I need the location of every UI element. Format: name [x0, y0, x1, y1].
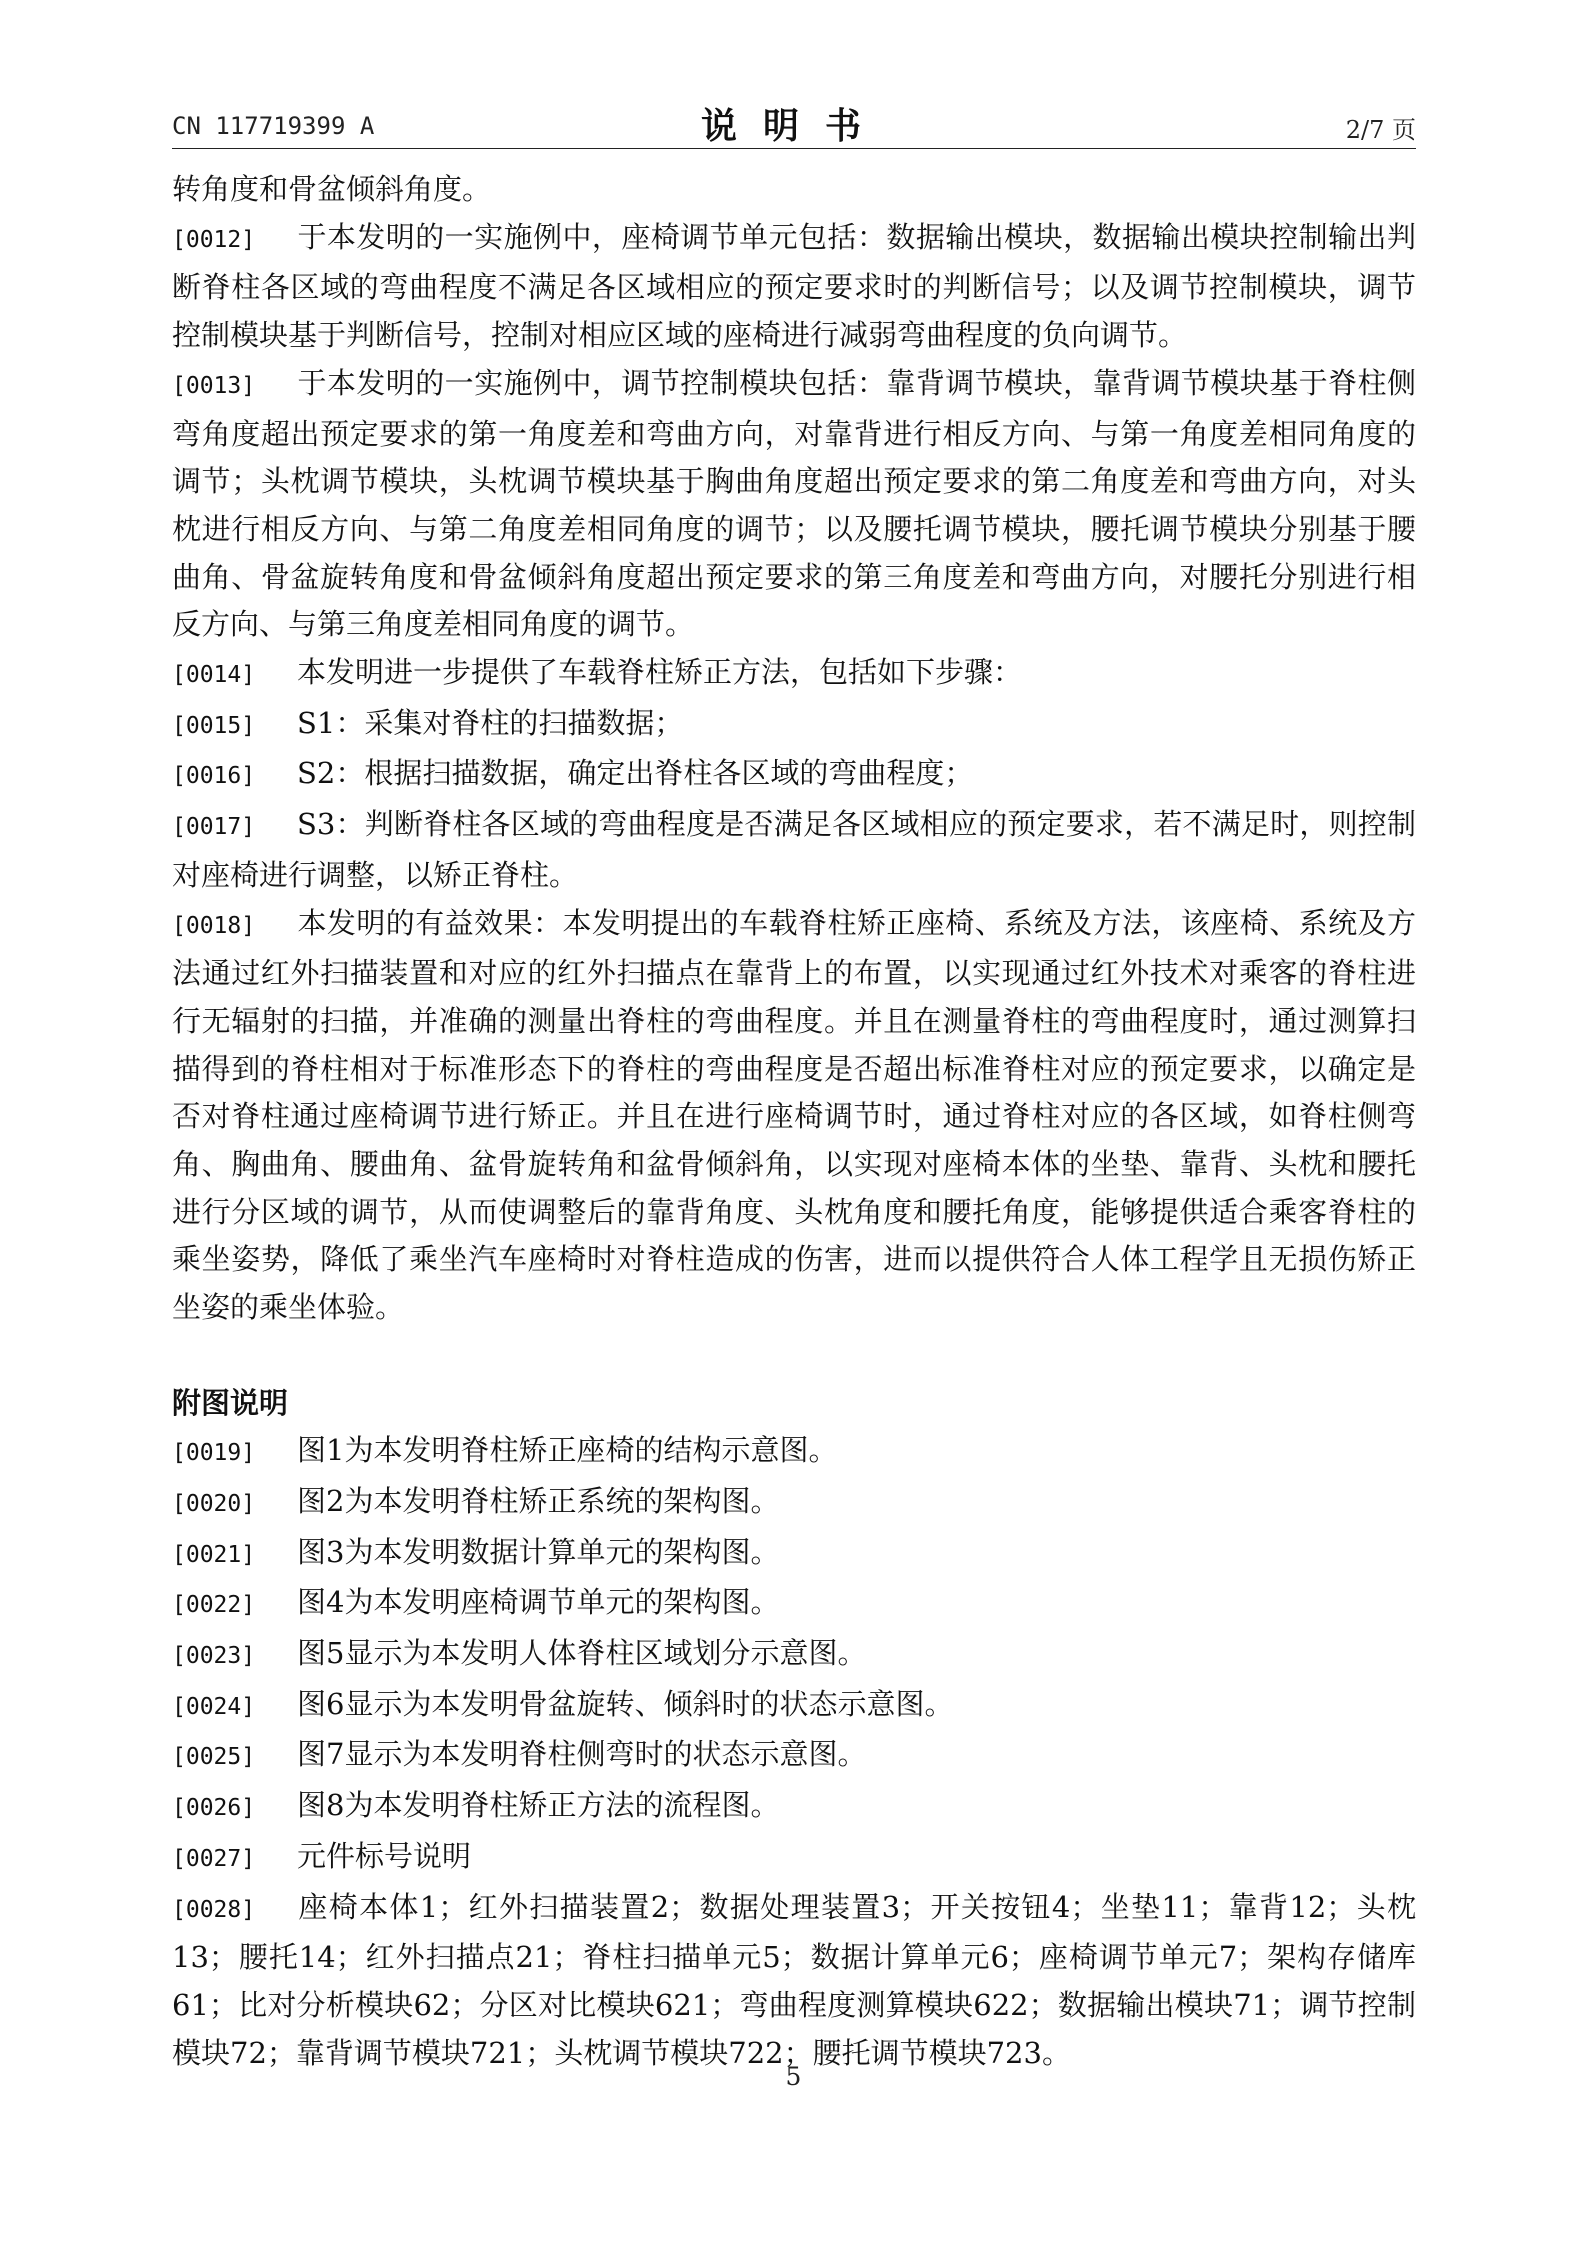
- paragraph-text: 图8为本发明脊柱矫正方法的流程图。: [297, 1788, 780, 1823]
- paragraph-0014: [172, 649, 1416, 700]
- page-header: [172, 98, 1416, 146]
- paragraph-number: [0024]: [172, 1693, 256, 1720]
- paragraph-0015: [172, 700, 1416, 751]
- paragraph-number: [0016]: [172, 763, 256, 790]
- paragraph-0012: [172, 214, 1416, 360]
- paragraph-text: 图6显示为本发明骨盆旋转、倾斜时的状态示意图。: [297, 1686, 954, 1721]
- paragraph-0023: [172, 1630, 1416, 1681]
- paragraph-text: 于本发明的一实施例中，座椅调节单元包括：数据输出模块，数据输出模块控制输出判断脊柱各区域的弯曲程度不满足各区域相应的预定要求时的判断信号；以及调节控制模块，调节控制模块基于判断信号，控制对相应区域的座椅进行减弱弯曲程度的负向调节。: [172, 219, 1416, 353]
- paragraph-continued: [172, 166, 1416, 214]
- paragraph-number: [0020]: [172, 1490, 256, 1517]
- paragraph-number: [0022]: [172, 1592, 256, 1619]
- paragraph-text: 图4为本发明座椅调节单元的架构图。: [297, 1585, 780, 1620]
- paragraph-number: [0014]: [172, 662, 256, 689]
- paragraph-0013: [172, 360, 1416, 649]
- paragraph-text: 转角度和骨盆倾斜角度。: [172, 172, 492, 206]
- paragraph-text: 元件标号说明: [297, 1838, 472, 1873]
- paragraph-number: [0026]: [172, 1795, 256, 1822]
- paragraph-0018: [172, 900, 1416, 1332]
- paragraph-number: [0017]: [172, 814, 256, 841]
- paragraph-number: [0023]: [172, 1643, 256, 1670]
- paragraph-number: [0021]: [172, 1541, 256, 1568]
- paragraph-text: 本发明的有益效果：本发明提出的车载脊柱矫正座椅、系统及方法，该座椅、系统及方法通过红外扫描装置和对应的红外扫描点在靠背上的布置，以实现通过红外技术对乘客的脊柱进行无辐射的扫描，并准确的测量出脊柱的弯曲程度。并且在测量脊柱的弯曲程度时，通过测算扫描得到的脊柱相对于标准形态下的脊柱的弯曲程度是否超出标准脊柱对应的预定要求，以确定是否对脊柱通过座椅调节进行矫正。并且在进行座椅调节时，通过脊柱对应的各区域，如脊柱侧弯角、胸曲角、腰曲角、盆骨旋转角和盆骨倾斜角，以实现对座椅本体的坐垫、靠背、头枕和腰托进行分区域的调节，从而使调整后的靠背角度、头枕角度和腰托角度，能够提供适合乘客脊柱的乘坐姿势，降低了乘坐汽车座椅时对脊柱造成的伤害，进而以提供符合人体工程学且无损伤矫正坐姿的乘坐体验。: [172, 905, 1416, 1325]
- header-divider: [172, 148, 1416, 149]
- paragraph-text: S2：根据扫描数据，确定出脊柱各区域的弯曲程度；: [297, 756, 974, 791]
- paragraph-number: [0015]: [172, 712, 256, 739]
- paragraph-number: [0013]: [172, 372, 256, 399]
- paragraph-text: S1：采集对脊柱的扫描数据；: [297, 705, 684, 740]
- paragraph-0027: [172, 1833, 1416, 1884]
- paragraph-text: 图2为本发明脊柱矫正系统的架构图。: [297, 1483, 780, 1518]
- page-indicator: 2/7 页: [1345, 116, 1416, 144]
- paragraph-text: 图1为本发明脊柱矫正座椅的结构示意图。: [297, 1433, 838, 1468]
- paragraph-text: 座椅本体1；红外扫描装置2；数据处理装置3；开关按钮4；坐垫11；靠背12；头枕13；腰托14；红外扫描点21；脊柱扫描单元5；数据计算单元6；座椅调节单元7；架构存储库61；比对分析模块62；分区对比模块621；弯曲程度测算模块622；数据输出模块71；调节控制模块72；靠背调节模块721；头枕调节模块722；腰托调节模块723。: [172, 1889, 1416, 2070]
- document-body: [172, 166, 1416, 2077]
- paragraph-text: 图5显示为本发明人体脊柱区域划分示意图。: [297, 1636, 867, 1671]
- paragraph-number: [0018]: [172, 912, 256, 939]
- publication-number: CN 117719399 A: [172, 112, 375, 140]
- document-title: 说明书: [700, 106, 887, 147]
- paragraph-0020: [172, 1478, 1416, 1529]
- paragraph-number: [0028]: [172, 1896, 256, 1923]
- paragraph-text: 图7显示为本发明脊柱侧弯时的状态示意图。: [297, 1737, 867, 1772]
- paragraph-text: 本发明进一步提供了车载脊柱矫正方法，包括如下步骤：: [297, 655, 1023, 690]
- paragraph-0025: [172, 1731, 1416, 1782]
- paragraph-0019: [172, 1427, 1416, 1478]
- paragraph-number: [0012]: [172, 226, 256, 253]
- page-number: 5: [785, 2062, 802, 2091]
- paragraph-0021: [172, 1529, 1416, 1580]
- paragraph-text: S3：判断脊柱各区域的弯曲程度是否满足各区域相应的预定要求，若不满足时，则控制对座椅进行调整，以矫正脊柱。: [172, 807, 1416, 892]
- paragraph-text: 图3为本发明数据计算单元的架构图。: [297, 1534, 780, 1569]
- section-spacer: [172, 1332, 1416, 1380]
- paragraph-0022: [172, 1579, 1416, 1630]
- section-title: 附图说明: [172, 1385, 289, 1420]
- paragraph-0024: [172, 1681, 1416, 1732]
- paragraph-0028: [172, 1884, 1416, 2078]
- paragraph-0026: [172, 1782, 1416, 1833]
- paragraph-number: [0027]: [172, 1845, 256, 1872]
- paragraph-0017: [172, 801, 1416, 899]
- paragraph-number: [0019]: [172, 1440, 256, 1467]
- paragraph-text: 于本发明的一实施例中，调节控制模块包括：靠背调节模块，靠背调节模块基于脊柱侧弯角度超出预定要求的第一角度差和弯曲方向，对靠背进行相反方向、与第一角度差相同角度的调节；头枕调节模块，头枕调节模块基于胸曲角度超出预定要求的第二角度差和弯曲方向，对头枕进行相反方向、与第二角度差相同角度的调节；以及腰托调节模块，腰托调节模块分别基于腰曲角、骨盆旋转角度和骨盆倾斜角度超出预定要求的第三角度差和弯曲方向，对腰托分别进行相反方向、与第三角度差相同角度的调节。: [172, 365, 1416, 642]
- paragraph-number: [0025]: [172, 1744, 256, 1771]
- paragraph-0016: [172, 750, 1416, 801]
